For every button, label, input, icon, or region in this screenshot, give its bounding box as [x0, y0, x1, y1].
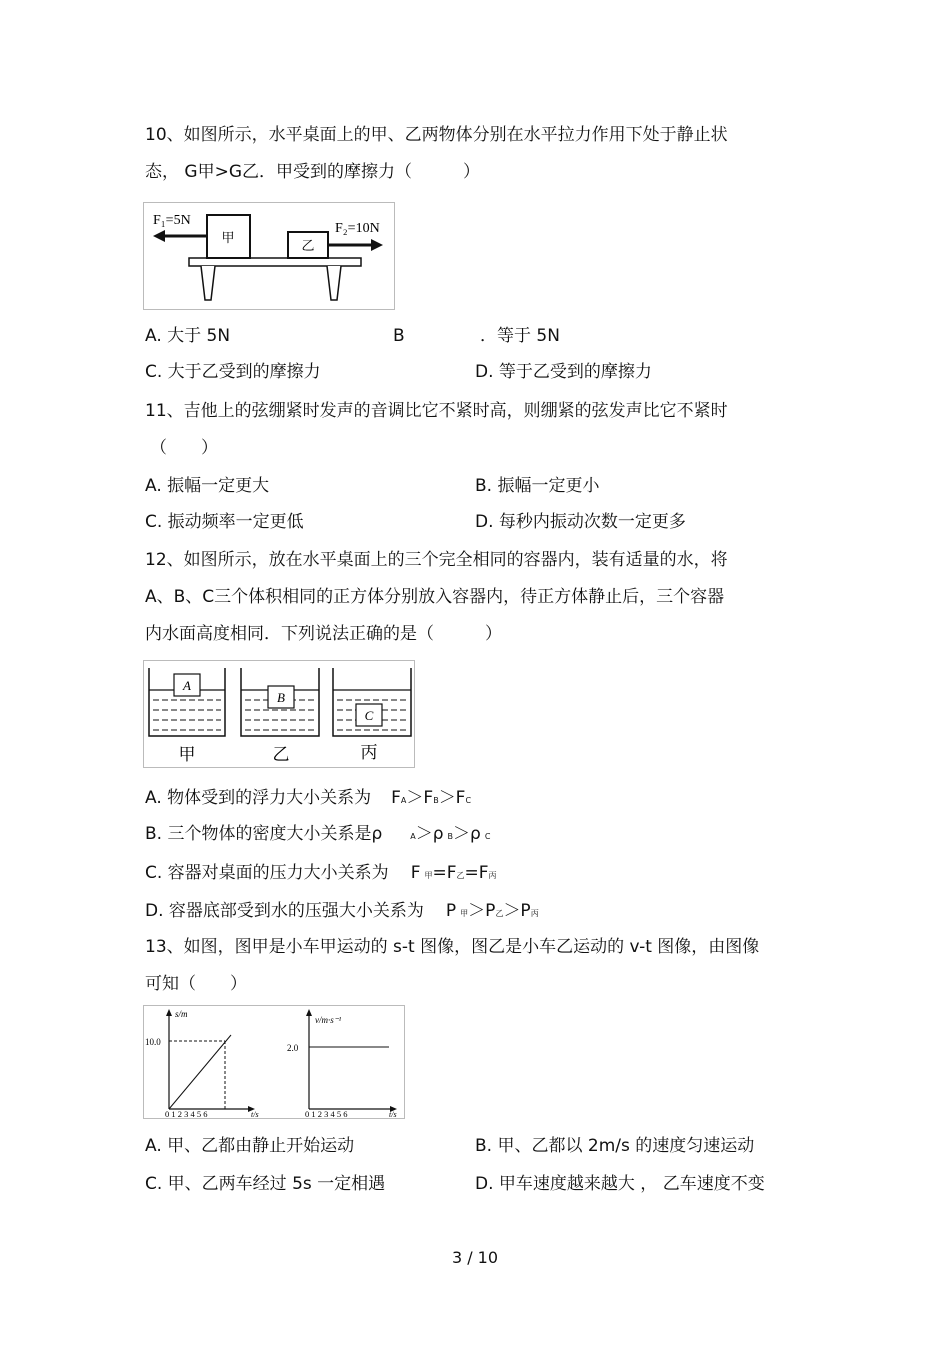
q10-option-c: C. 大于乙受到的摩擦力	[145, 362, 321, 382]
q12-line1: 12、如图所示，放在水平桌面上的三个完全相同的容器内，装有适量的水，将	[145, 550, 728, 570]
q11-line1: 11、吉他上的弦绷紧时发声的音调比它不紧时高，则绷紧的弦发声比它不紧时	[145, 401, 728, 421]
q13-line1: 13、如图，图甲是小车甲运动的 s-t 图像，图乙是小车乙运动的 v-t 图像，由图像	[145, 937, 760, 957]
q10-line2: 态， G甲>G乙．甲受到的摩擦力（ ）	[145, 162, 480, 182]
graph1-yvalue: 10.0	[145, 1037, 161, 1047]
graph1-xticks: 0 1 2 3 4 5 6	[165, 1109, 208, 1119]
q11-line2: （ ）	[150, 438, 218, 458]
cube-b-label: B	[277, 690, 285, 705]
graph2-xlabel: t/s	[389, 1110, 397, 1119]
q12-option-c: C. 容器对桌面的压力大小关系为 F 甲=F乙=F丙	[145, 863, 497, 883]
q12-option-a: A. 物体受到的浮力大小关系为 FA＞FB＞FC	[145, 788, 472, 808]
q10-option-a: A. 大于 5N	[145, 326, 231, 346]
q10-option-b-letter: B	[393, 326, 405, 346]
q10-option-b-text: ．等于 5N	[480, 326, 560, 346]
f2-label: F₂=10N	[335, 221, 380, 236]
q12-line2: A、B、C三个体积相同的正方体分别放入容器内，待正方体静止后，三个容器	[145, 587, 725, 607]
graph2-xticks: 0 1 2 3 4 5 6	[305, 1109, 348, 1119]
q12-option-b: B. 三个物体的密度大小关系是ρ A＞ρ B＞ρ C	[145, 824, 491, 844]
block-b-label: 乙	[301, 239, 315, 254]
graph1-ylabel: s/m	[175, 1009, 188, 1019]
q13-option-b: B. 甲、乙都以 2m/s 的速度匀速运动	[475, 1136, 755, 1156]
q13-option-a: A. 甲、乙都由静止开始运动	[145, 1136, 355, 1156]
container-caption-1: 甲	[178, 745, 196, 765]
q13-line2: 可知（ ）	[145, 974, 247, 994]
q13-option-c: C. 甲、乙两车经过 5s 一定相遇	[145, 1174, 386, 1194]
q13-option-d: D. 甲车速度越来越大 ， 乙车速度不变	[475, 1174, 765, 1194]
graph2-yvalue: 2.0	[287, 1043, 299, 1053]
container-caption-2: 乙	[272, 745, 290, 765]
q13-figure	[143, 1005, 405, 1119]
q11-option-d: D. 每秒内振动次数一定更多	[475, 512, 686, 532]
q11-option-b: B. 振幅一定更小	[475, 476, 600, 496]
graph2-ylabel: v/m·s⁻¹	[315, 1015, 342, 1025]
q10-figure	[143, 202, 395, 310]
q12-figure	[143, 660, 415, 768]
graph1-xlabel: t/s	[251, 1110, 259, 1119]
q11-option-a: A. 振幅一定更大	[145, 476, 270, 496]
container-caption-3: 丙	[360, 743, 378, 763]
page-number: 3 / 10	[451, 1248, 499, 1267]
cube-a-label: A	[183, 678, 191, 693]
cube-c-label: C	[364, 708, 374, 723]
q11-option-c: C. 振动频率一定更低	[145, 512, 304, 532]
q12-line3: 内水面高度相同．下列说法正确的是（ ）	[145, 624, 502, 644]
q10-option-d: D. 等于乙受到的摩擦力	[475, 362, 652, 382]
q12-option-d: D. 容器底部受到水的压强大小关系为 P 甲＞P乙＞P丙	[145, 901, 539, 921]
block-a-label: 甲	[221, 231, 235, 246]
q10-line1: 10、如图所示，水平桌面上的甲、乙两物体分别在水平拉力作用下处于静止状	[145, 125, 728, 145]
f1-label: F₁=5N	[153, 213, 191, 228]
